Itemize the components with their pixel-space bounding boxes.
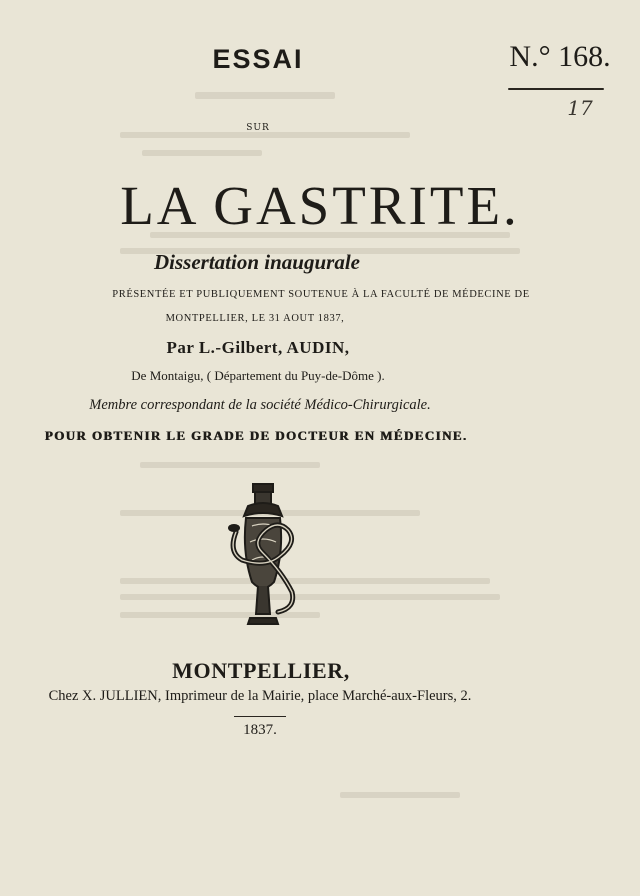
main-title: LA GASTRITE. <box>120 175 520 236</box>
origin-line: De Montaigu, ( Département du Puy-de-Dôme ). <box>131 368 385 383</box>
imprint-year: 1837. <box>243 722 277 738</box>
number-underline <box>508 88 604 90</box>
imprint-printer: Chez X. JULLIEN, Imprimeur de la Mairie, place Marché-aux-Fleurs, 2. <box>48 688 472 704</box>
thesis-number: N.° 168. <box>509 40 611 73</box>
essai-heading: ESSAI <box>212 44 304 74</box>
subtitle: Dissertation inaugurale <box>154 250 360 274</box>
imprint-divider <box>234 716 286 717</box>
membership-line: Membre correspondant de la société Médico-Chirurgicale. <box>89 397 431 413</box>
aesculapius-vase-serpent-icon <box>222 482 304 628</box>
presentation-line-2: MONTPELLIER, LE 31 AOUT 1837, <box>165 313 345 324</box>
author-line: Par L.-Gilbert, AUDIN, <box>166 338 350 357</box>
imprint-city: MONTPELLIER, <box>172 658 350 683</box>
sur-label: SUR <box>246 123 270 133</box>
handwritten-note: 17 <box>567 96 593 120</box>
presentation-line-1: PRÉSENTÉE ET PUBLIQUEMENT SOUTENUE À LA FACULTÉ DE MÉDECINE DE <box>112 289 530 300</box>
degree-line: POUR OBTENIR LE GRADE DE DOCTEUR EN MÉDECINE. <box>44 428 468 443</box>
